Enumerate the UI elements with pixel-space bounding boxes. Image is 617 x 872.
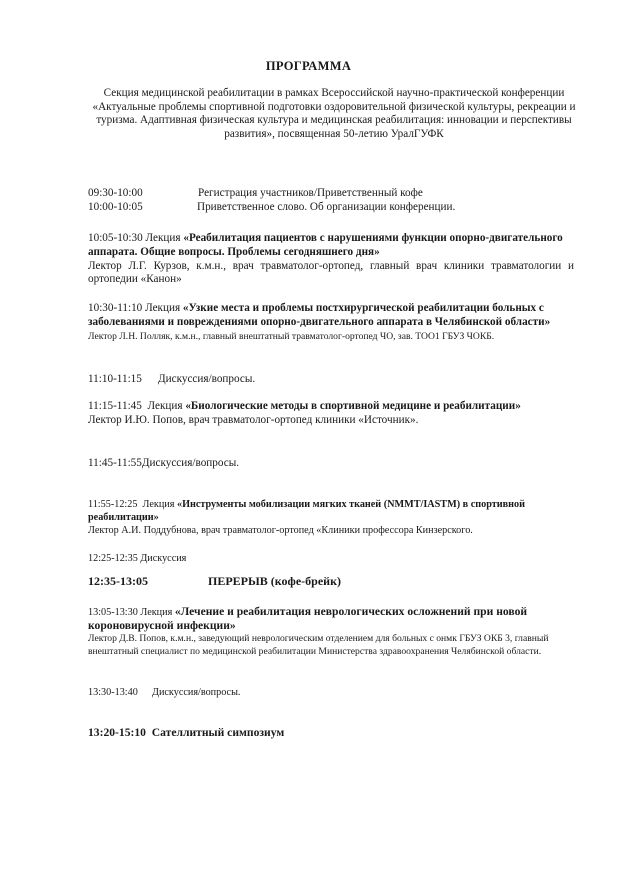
schedule-text: Дискуссия/вопросы. (152, 687, 241, 698)
schedule-time: 11:15-11:45 (88, 400, 142, 412)
lecture-title: «Реабилитация пациентов с нарушениями функции опорно-двигательного аппарата. Общие вопросы. Проблемы сегодняшнего дня» (88, 232, 563, 258)
lecture-title: «Узкие места и проблемы постхирургической реабилитации больных с заболеваниями и повреждениями опорно-двигательного аппарата в Челябинской области» (88, 302, 551, 328)
lecture-item (88, 605, 588, 658)
schedule-time: 12:25-12:35 (88, 553, 138, 564)
lecture-item (88, 498, 574, 537)
subtitle-conference-line: «Актуальные проблемы спортивной подготовки оздоровительной физической культуры, рекреации и туризма. Адаптивная физическая культура и медицинская реабилитация: инновации и перспективы развития», посвященная 50-летию УралГУФК (92, 100, 576, 140)
schedule-time: 11:55-12:25 (88, 499, 138, 510)
lecture-title: «Лечение и реабилитация неврологических осложнений при новой короновирусной инфекции» (88, 605, 528, 632)
document-subtitle (88, 87, 580, 141)
schedule-time: 13:30-13:40 (88, 687, 138, 698)
lecturer-info: Лектор И.Ю. Попов, врач травматолог-ортопед клиники «Источник». (88, 413, 419, 426)
lecture-item (88, 302, 574, 343)
schedule-text: Сателлитный симпозиум (151, 726, 285, 739)
schedule-item (88, 686, 240, 700)
lecture-kind: Лекция (140, 607, 173, 618)
schedule-item (88, 201, 455, 215)
lecturer-info: Лектор Л.Г. Курзов, к.м.н., врач травматолог-ортопед, главный врач клиники травматологии и ортопедии «Канон» (88, 259, 574, 286)
lecturer-info: Лектор Д.В. Попов, к.м.н., заведующий неврологическим отделением для больных с онмк ГБУЗ ОКБ 3, главный внештатный специалист по медицинской реабилитации Министерства здравоохранения Челябинской области. (88, 633, 549, 657)
lecture-kind: Лекция (145, 232, 181, 244)
lecture-item (88, 232, 574, 287)
lecture-kind: Лекция (142, 499, 175, 510)
break-item (88, 575, 341, 589)
subtitle-section-line: Секция медицинской реабилитации в рамках Всероссийской научно-практической конференции (103, 87, 565, 99)
schedule-text: Регистрация участников/Приветственный кофе (198, 187, 423, 199)
schedule-text: Дискуссия/вопросы. (141, 457, 240, 469)
lecture-kind: Лекция (147, 400, 183, 412)
lecturer-info: Лектор А.И. Поддубнова, врач травматолог-ортопед «Клиники профессора Кинзерского. (88, 525, 473, 536)
schedule-time: 13:20-15:10 (88, 726, 146, 739)
schedule-time: 11:10-11:15 (88, 373, 142, 385)
document-title: ПРОГРАММА (265, 59, 352, 73)
schedule-time: 12:35-13:05 (88, 574, 148, 588)
schedule-item (88, 373, 255, 387)
schedule-item (88, 457, 239, 471)
schedule-time: 09:30-10:00 (88, 187, 143, 199)
lecture-item (88, 400, 574, 428)
schedule-time: 11:45-11:55 (88, 457, 142, 469)
lecture-title: «Биологические методы в спортивной медицине и реабилитации» (185, 400, 521, 412)
schedule-time: 10:00-10:05 (88, 201, 143, 213)
schedule-text: Дискуссия (140, 553, 187, 564)
lecture-title: «Инструменты мобилизации мягких тканей (NMMT/IASTM) в спортивной реабилитации» (88, 499, 525, 523)
lecturer-info: Лектор Л.Н. Полляк, к.м.н., главный внештатный травматолог-ортопед ЧО, зав. ТОО1 ГБУЗ ЧОКБ. (88, 330, 495, 342)
schedule-time: 13:05-13:30 (88, 607, 138, 618)
lecture-kind: Лекция (145, 302, 181, 314)
schedule-item (88, 552, 186, 566)
schedule-text: Приветственное слово. Об организации конференции. (197, 201, 456, 213)
symposium-item (88, 726, 284, 740)
schedule-text: Дискуссия/вопросы. (158, 373, 256, 385)
schedule-item (88, 187, 423, 201)
schedule-time: 10:30-11:10 (88, 302, 143, 314)
schedule-time: 10:05-10:30 (88, 232, 143, 244)
schedule-text: ПЕРЕРЫВ (кофе-брейк) (208, 574, 341, 588)
